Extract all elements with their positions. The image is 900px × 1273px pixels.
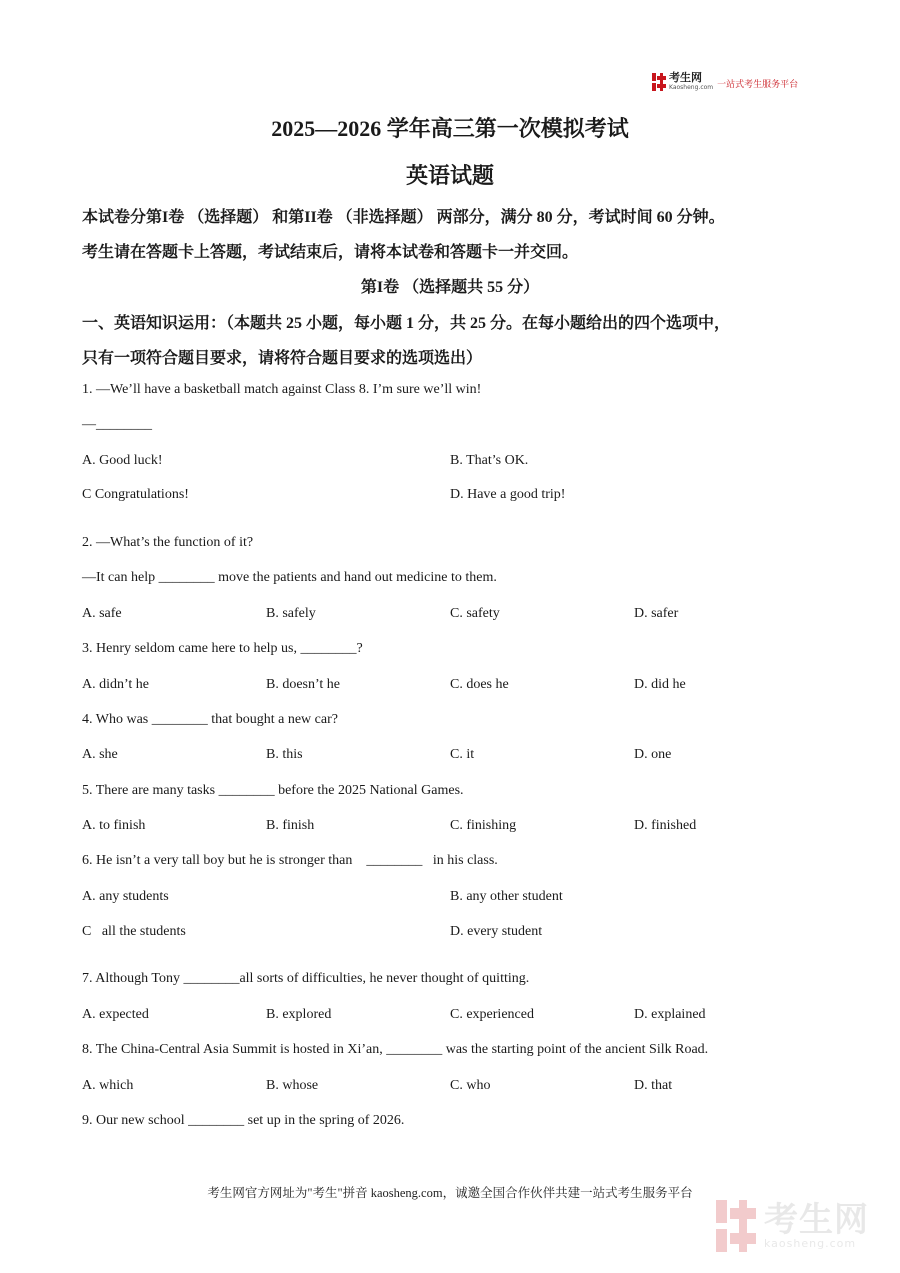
watermark [716, 1200, 869, 1252]
watermark-name: 考生网 [764, 1200, 869, 1240]
intro-line-1: 本试卷分第I卷 （选择题） 和第II卷 （非选择题） 两部分，满分 80 分，考试时间 60 分钟。 [82, 209, 725, 226]
question-9-stem: 9. Our new school ________ set up in the spring of 2026. [82, 1113, 405, 1128]
logo-domain: Kaosheng.com [669, 84, 714, 91]
question-5-option-d[interactable]: D. finished [634, 818, 697, 833]
question-1-option-d[interactable]: D. Have a good trip! [450, 487, 566, 502]
question-2-stem: 2. —What’s the function of it? [82, 535, 254, 550]
section-heading-line-1: 一、英语知识运用：（本题共 25 小题，每小题 1 分，共 25 分。在每小题给出的四个选项中， [82, 315, 731, 332]
question-3-option-b[interactable]: B. doesn’t he [266, 677, 341, 692]
question-8-option-c[interactable]: C. who [450, 1078, 491, 1093]
question-1-option-c[interactable]: C Congratulations! [82, 487, 189, 502]
question-2-response: —It can help ________ move the patients and hand out medicine to them. [82, 570, 497, 585]
logo-text [669, 72, 713, 91]
question-1-option-a[interactable]: A. Good luck! [82, 453, 163, 468]
question-2-option-d[interactable]: D. safer [634, 606, 679, 621]
question-6-option-b[interactable]: B. any other student [450, 889, 563, 904]
question-7-option-c[interactable]: C. experienced [450, 1007, 534, 1022]
watermark-text [764, 1202, 869, 1250]
question-4-stem: 4. Who was ________ that bought a new car? [82, 712, 338, 727]
header-logo [652, 72, 798, 91]
question-1-option-b[interactable]: B. That’s OK. [450, 453, 529, 468]
kaosheng-logo-icon [652, 73, 666, 91]
question-6-option-c[interactable]: C all the students [82, 924, 186, 939]
question-1-blank: —________ [82, 417, 152, 432]
question-5-stem: 5. There are many tasks ________ before the 2025 National Games. [82, 783, 464, 798]
question-4-option-a[interactable]: A. she [82, 747, 118, 762]
question-4-option-d[interactable]: D. one [634, 747, 672, 762]
question-5-option-a[interactable]: A. to finish [82, 818, 146, 833]
question-7-option-b[interactable]: B. explored [266, 1007, 332, 1022]
question-8-option-d[interactable]: D. that [634, 1078, 673, 1093]
question-5-option-b[interactable]: B. finish [266, 818, 315, 833]
exam-title: 2025—2026 学年高三第一次模拟考试 [271, 116, 629, 141]
question-7-option-d[interactable]: D. explained [634, 1007, 706, 1022]
question-3-option-c[interactable]: C. does he [450, 677, 509, 692]
question-6-stem: 6. He isn’t a very tall boy but he is stronger than ________ in his class. [82, 853, 498, 868]
logo-slogan: 一站式考生服务平台 [717, 80, 799, 90]
question-1-stem: 1. —We’ll have a basketball match against Class 8. I’m sure we’ll win! [82, 382, 482, 397]
question-2-option-c[interactable]: C. safety [450, 606, 500, 621]
intro-line-2: 考生请在答题卡上答题，考试结束后，请将本试卷和答题卡一并交回。 [82, 244, 579, 261]
part-title: 第I卷 （选择题共 55 分） [360, 279, 540, 296]
question-4-option-b[interactable]: B. this [266, 747, 303, 762]
question-8-stem: 8. The China-Central Asia Summit is hosted in Xi’an, ________ was the starting point of the ancient Silk Road. [82, 1042, 709, 1057]
question-7-stem: 7. Although Tony ________all sorts of difficulties, he never thought of quitting. [82, 971, 530, 986]
question-3-option-d[interactable]: D. did he [634, 677, 686, 692]
question-3-option-a[interactable]: A. didn’t he [82, 677, 150, 692]
question-8-option-b[interactable]: B. whose [266, 1078, 319, 1093]
exam-subject: 英语试题 [405, 163, 494, 188]
question-2-option-b[interactable]: B. safely [266, 606, 316, 621]
page-footer: 考生网官方网址为"考生"拼音 kaosheng.com，诚邀全国合作伙伴共建一站式考生服务平台 [207, 1186, 693, 1200]
question-6-option-d[interactable]: D. every student [450, 924, 543, 939]
question-5-option-c[interactable]: C. finishing [450, 818, 517, 833]
question-4-option-c[interactable]: C. it [450, 747, 475, 762]
question-2-option-a[interactable]: A. safe [82, 606, 122, 621]
question-7-option-a[interactable]: A. expected [82, 1007, 149, 1022]
section-heading-line-2: 只有一项符合题目要求，请将符合题目要求的选项选出） [82, 350, 483, 367]
question-3-stem: 3. Henry seldom came here to help us, ________? [82, 641, 363, 656]
question-6-option-a[interactable]: A. any students [82, 889, 169, 904]
logo-name: 考生网 [669, 71, 702, 84]
question-8-option-a[interactable]: A. which [82, 1078, 134, 1093]
watermark-logo-icon [716, 1200, 756, 1252]
watermark-domain: kaosheng.com [764, 1237, 857, 1250]
